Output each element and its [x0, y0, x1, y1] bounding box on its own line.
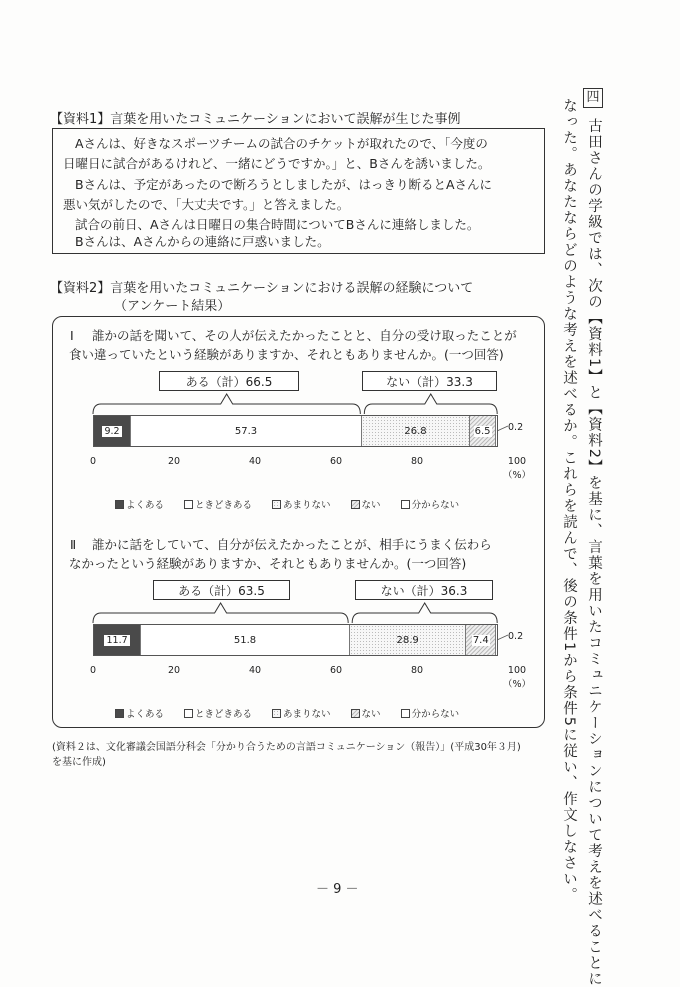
chart1-bar-often [94, 416, 131, 446]
chart1-bar-never [470, 416, 496, 446]
chart2-callout-no: ない（計）36.3 [355, 580, 493, 600]
legend-item-sometimes [184, 497, 252, 511]
section-number: 四 [586, 90, 600, 105]
legend-item-sometimes [184, 706, 252, 720]
chart1-tick-label: 20 [167, 456, 181, 467]
legend-swatch [184, 709, 193, 718]
legend-swatch [401, 709, 410, 718]
legend-swatch [184, 500, 193, 509]
material1-line: Aさんは、好きなスポーツチームの試合のチケットが取れたので、「今度の [75, 136, 488, 151]
legend-item-rarely [272, 706, 331, 720]
chart2-tick-label: 100（%） [502, 665, 532, 690]
chart2-tick-label: 20 [167, 665, 181, 676]
material1-line: 日曜日に試合があるけれど、一緒にどうですか。」と、Bさんを誘いました。 [63, 156, 491, 171]
legend-item-never [351, 706, 381, 720]
legend-item-often [115, 497, 164, 511]
question2-number: Ⅱ [70, 537, 77, 552]
question1-line1: 誰かの話を聞いて、その人が伝えたかったことと、自分の受け取ったことが [92, 328, 517, 343]
legend-swatch [401, 500, 410, 509]
question2-line1: 誰かに話をしていて、自分が伝えたかったことが、相手にうまく伝わら [92, 537, 492, 552]
legend-item-unknown [401, 497, 460, 511]
chart1-other-label: 0.2 [508, 422, 524, 433]
chart1-value-label: 9.2 [104, 425, 120, 437]
chart2-bar-sometimes [141, 625, 350, 655]
chart2-other-leader [496, 632, 510, 642]
chart1-tick-label: 40 [248, 456, 262, 467]
chart1-other-leader [496, 423, 510, 433]
chart1-tick-label: 80 [410, 456, 424, 467]
question1-number: Ⅰ [70, 328, 74, 343]
legend-swatch [115, 500, 124, 509]
chart2-value-label: 51.8 [233, 634, 257, 646]
chart1-value-label: 6.5 [474, 425, 491, 437]
material1-line: 悪い気がしたので、「大丈夫です。」と答えました。 [63, 197, 350, 212]
material1-line: Bさんは、予定があったので断ろうとしましたが、はっきり断るとAさんに [75, 177, 493, 192]
chart1-tick-label: 60 [329, 456, 343, 467]
material2-subheading: （アンケート結果） [114, 299, 231, 314]
legend-item-never [351, 497, 381, 511]
legend-item-unknown [401, 706, 460, 720]
chart1-value-label: 57.3 [234, 425, 258, 437]
chart2-bar-never [466, 625, 496, 655]
chart1-tick-label: 100（%） [502, 456, 532, 481]
legend-label: ときどきある [195, 500, 253, 511]
chart1-bar-rarely [362, 416, 470, 446]
legend-label: あまりない [283, 500, 331, 511]
section-number-box [583, 88, 603, 108]
legend-swatch [272, 709, 281, 718]
legend-item-rarely [272, 497, 331, 511]
chart1-bar [93, 415, 498, 447]
chart1-callout-no: ない（計）33.3 [362, 371, 497, 391]
legend-label: あまりない [283, 709, 331, 720]
chart2-bar-often [94, 625, 141, 655]
legend-label: 分からない [411, 709, 460, 720]
page-number: － 9 － [316, 882, 359, 897]
chart1-value-label: 26.8 [404, 425, 427, 437]
material1-box [52, 128, 545, 254]
material1-heading: 【資料1】言葉を用いたコミュニケーションにおいて誤解が生じた事例 [50, 112, 461, 127]
question1-line2: 食い違っていたという経験がありますか、それともありませんか。(一つ回答) [69, 347, 504, 362]
chart1-legend [115, 497, 473, 511]
legend-label: よくある [126, 709, 165, 720]
legend-swatch [272, 500, 281, 509]
legend-label: 分からない [411, 500, 460, 511]
chart2-tick-label: 40 [248, 665, 262, 676]
legend-label: ない [361, 500, 381, 511]
chart1-bar-sometimes [131, 416, 362, 446]
prompt-column-2: なった。あなたならどのような考えを述べるか。これらを読んで、後の条件1から条件5に従い、作文しなさい。 [561, 98, 577, 904]
source-note: (資料２は、文化審議会国語分科会「分かり合うための言語コミュニケーション（報告）」(平成30年３月) [52, 742, 521, 753]
question2-line2: なかったという経験がありますか、それともありませんか。(一つ回答) [69, 556, 467, 571]
chart2-value-label: 7.4 [472, 634, 489, 646]
legend-label: ない [361, 709, 381, 720]
legend-swatch [115, 709, 124, 718]
legend-swatch [351, 709, 360, 718]
chart2-value-label: 28.9 [396, 634, 419, 646]
legend-label: よくある [126, 500, 165, 511]
chart2-bar-rarely [350, 625, 466, 655]
legend-item-often [115, 706, 164, 720]
material1-line: 試合の前日、Aさんは日曜日の集合時間についてBさんに連絡しました。 [75, 217, 480, 232]
chart1-callout-yes: ある（計）66.5 [159, 371, 299, 391]
chart2-tick-label: 0 [89, 665, 97, 676]
source-note-2: を基に作成) [52, 757, 106, 768]
legend-label: ときどきある [195, 709, 253, 720]
material1-line: Bさんは、Aさんからの連絡に戸惑いました。 [75, 234, 330, 249]
chart2-tick-label: 60 [329, 665, 343, 676]
material2-heading: 【資料2】言葉を用いたコミュニケーションにおける誤解の経験について [50, 281, 474, 296]
chart2-legend [115, 706, 473, 720]
chart2-value-label: 11.7 [106, 634, 128, 646]
legend-swatch [351, 500, 360, 509]
chart2-tick-label: 80 [410, 665, 424, 676]
chart2-bar [93, 624, 498, 656]
chart2-other-label: 0.2 [508, 631, 524, 642]
prompt-column-1: 古田さんの学級では、次の【資料1】と【資料2】を基に、言葉を用いたコミュニケーションについて考えを述べることに [586, 118, 602, 987]
chart1-tick-label: 0 [89, 456, 97, 467]
chart2-callout-yes: ある（計）63.5 [153, 580, 290, 600]
